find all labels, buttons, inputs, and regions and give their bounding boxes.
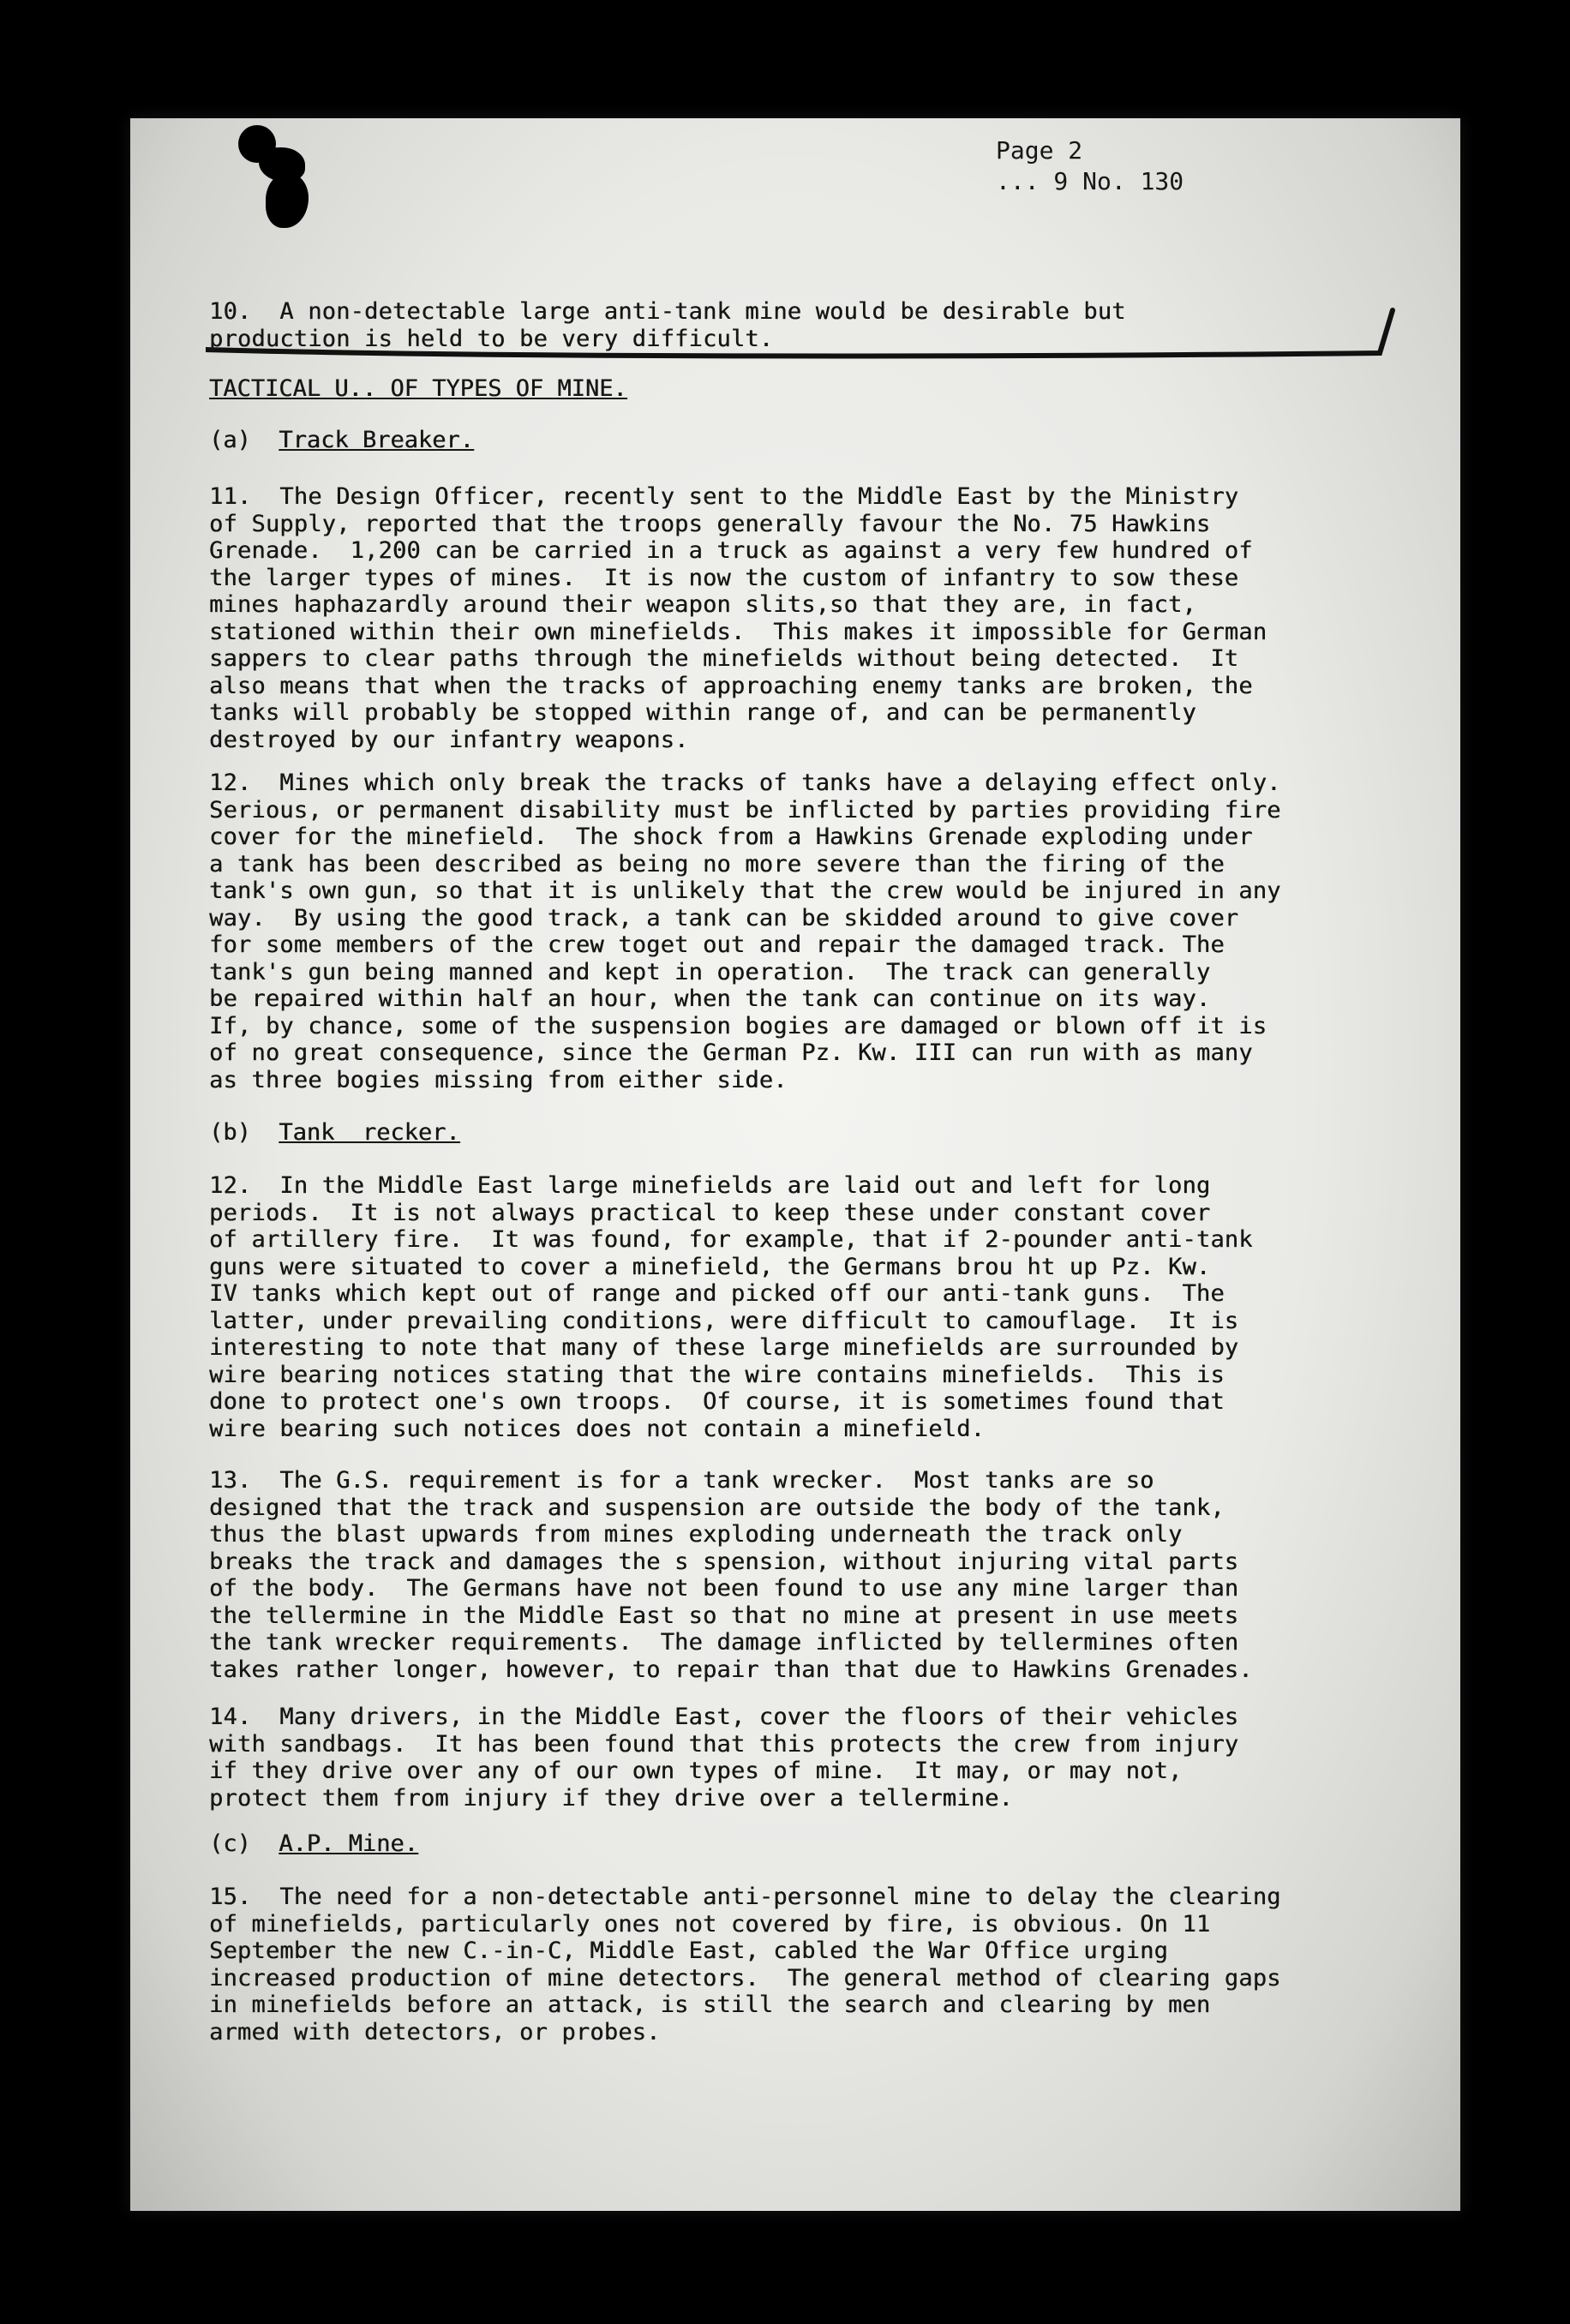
subsection-a-label: (a): [209, 427, 251, 453]
paragraph-15: 15. The need for a non-detectable anti-personnel mine to delay the clearing of minefields, particularly ones not covered by fire, is obvious. On 11 September the new C.-in-C, Middle East, cabled the War Office urging increased production of mine detectors. The general method of clearing gaps in minefields before an attack, is still the search and clearing by men armed with detectors, or probes.: [209, 1884, 1281, 2045]
paragraph-14: 14. Many drivers, in the Middle East, cover the floors of their vehicles with sandbags. It has been found that this protects the crew from injury if they drive over any of our own types of mine. It may, or may not, protect them from injury if they drive over a tellermine.: [209, 1704, 1239, 1812]
subsection-c-title: A.P. Mine.: [279, 1830, 418, 1857]
page-header: [996, 135, 1183, 197]
subsection-b-title: Tank recker.: [279, 1119, 460, 1146]
document-page: [130, 118, 1460, 2211]
section-title: TACTICAL U.. OF TYPES OF MINE.: [209, 375, 627, 402]
paragraph-12b: 12. In the Middle East large minefields are laid out and left for long periods. It is not always practical to keep these under constant cover of artillery fire. It was found, for example, that if 2-pounder anti-tank guns were situated to cover a minefield, the Germans brou ht up Pz. Kw. IV tanks which kept out of range and picked off our anti-tank guns. The latter, under prevailing conditions, were difficult to camouflage. It is interesting to note that many of these large minefields are surrounded by wire bearing notices stating that the wire contains minefields. This is done to protect one's own troops. Of course, it is sometimes found that wire bearing such notices does not contain a minefield.: [209, 1172, 1253, 1442]
subsection-c-label: (c): [209, 1830, 251, 1857]
document-reference: ... 9 No. 130: [996, 167, 1184, 195]
paragraph-11: 11. The Design Officer, recently sent to the Middle East by the Ministry of Supply, reported that the troops generally favour the No. 75 Hawkins Grenade. 1,200 can be carried in a truck as against a very few hundred of the larger types of mines. It is now the custom of infantry to sow these mines haphazardly around their weapon slits,so that they are, in fact, stationed within their own minefields. This makes it impossible for German sappers to clear paths through the minefields without being detected. It also means that when the tracks of approaching enemy tanks are broken, the tanks will probably be stopped within range of, and can be permanently destroyed by our infantry weapons.: [209, 483, 1267, 753]
paragraph-12a: 12. Mines which only break the tracks of tanks have a delaying effect only. Serious, or permanent disability must be inflicted by parties providing fire cover for the minefield. The shock from a Hawkins Grenade exploding under a tank has been described as being no more severe than the firing of the tank's own gun, so that it is unlikely that the crew would be injured in any way. By using the good track, a tank can be skidded around to give cover for some members of the crew toget out and repair the damaged track. The tank's gun being manned and kept in operation. The track can generally be repaired within half an hour, when the tank can continue on its way. If, by chance, some of the suspension bogies are damaged or blown off it is of no great consequence, since the German Pz. Kw. III can run with as many as three bogies missing from either side.: [209, 770, 1281, 1093]
page-label: Page 2: [996, 136, 1083, 165]
paragraph-10: 10. A non-detectable large anti-tank mine would be desirable but production is held to be very difficult.: [209, 298, 1126, 352]
punch-hole: [266, 173, 309, 228]
subsection-a-heading: [209, 427, 474, 454]
subsection-a-title: Track Breaker.: [279, 427, 474, 453]
subsection-b-label: (b): [209, 1119, 251, 1146]
subsection-c-heading: [209, 1830, 418, 1858]
subsection-b-heading: [209, 1119, 460, 1147]
paragraph-13: 13. The G.S. requirement is for a tank wrecker. Most tanks are so designed that the track and suspension are outside the body of the tank, thus the blast upwards from mines exploding underneath the track only breaks the track and damages the s spension, without injuring vital parts of the body. The Germans have not been found to use any mine larger than the tellermine in the Middle East so that no mine at present in use meets the tank wrecker requirements. The damage inflicted by tellermines often takes rather longer, however, to repair than that due to Hawkins Grenades.: [209, 1467, 1253, 1683]
